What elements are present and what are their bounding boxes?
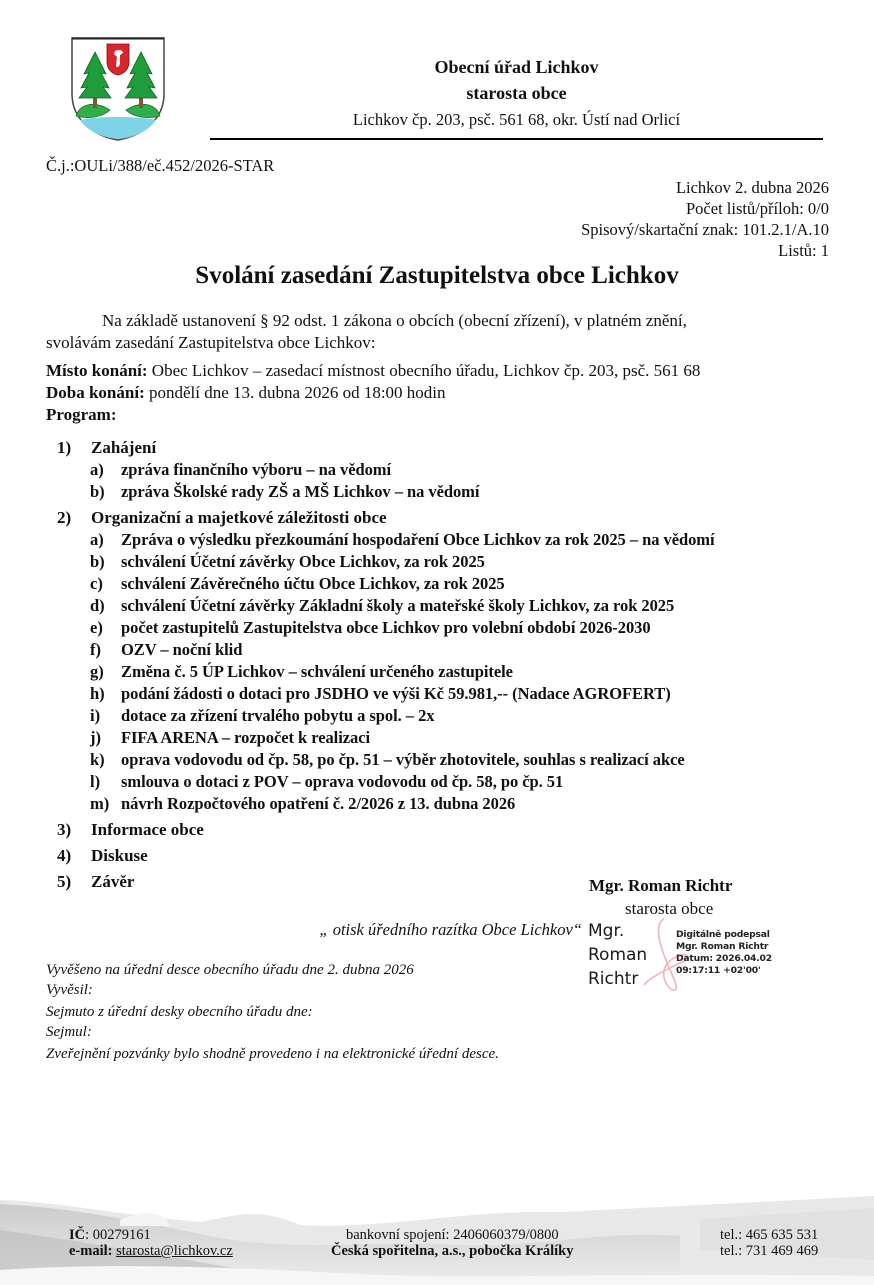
program-subitem-text: OZV – noční klid — [121, 640, 243, 659]
sheets-count: Listů: 1 — [778, 241, 829, 260]
program-subitem-letter: a) — [90, 530, 104, 549]
office-name: Obecní úřad Lichkov — [434, 57, 599, 77]
program-subitem-text: dotace za zřízení trvalého pobytu a spol. – 2x — [121, 706, 435, 725]
program-item-number: 3) — [57, 820, 72, 839]
program-subitem — [90, 728, 371, 748]
removed-note: Sejmuto z úřední desky obecního úřadu dne: — [46, 1004, 313, 1020]
program-subitem — [90, 684, 671, 704]
office-address: Lichkov čp. 203, psč. 561 68, okr. Ústí nad Orlicí — [352, 110, 681, 129]
program-item — [57, 846, 148, 866]
program-subitem-letter: k) — [90, 750, 105, 769]
program-subitem — [90, 662, 513, 682]
program-subitem-text: počet zastupitelů Zastupitelstva obce Lichkov pro volební období 2026-2030 — [121, 618, 651, 637]
program-subitem-letter: m) — [90, 794, 110, 813]
program-item-number: 1) — [57, 438, 72, 457]
program-subitem — [90, 772, 564, 792]
meeting-place — [46, 361, 700, 381]
footer-tel-2: tel.: 731 469 469 — [720, 1243, 819, 1259]
program-subitem-text: zpráva Školské rady ZŠ a MŠ Lichkov – na vědomí — [121, 482, 480, 501]
program-subitem-letter: h) — [90, 684, 105, 703]
program-subitem — [90, 530, 715, 550]
program-subitem-letter: c) — [90, 574, 103, 593]
posted-note: Vyvěšeno na úřední desce obecního úřadu dne 2. dubna 2026 — [46, 962, 414, 978]
program-subitem-text: FIFA ARENA – rozpočet k realizaci — [121, 728, 371, 747]
electronic-board-note: Zveřejnění pozvánky bylo shodně provedeno i na elektronické úřední desce. — [46, 1046, 499, 1062]
meeting-time — [46, 383, 446, 403]
program-subitem-letter: b) — [90, 482, 105, 501]
reference-number: Č.j.:OULi/388/eč.452/2026-STAR — [46, 156, 275, 175]
program-item — [57, 508, 387, 528]
posted-by: Vyvěsil: — [46, 982, 93, 998]
meeting-place-label: Místo konání: — [46, 361, 148, 380]
file-mark: Spisový/skartační znak: 101.2.1/A.10 — [581, 220, 829, 239]
program-item — [57, 872, 135, 892]
footer-bank-name: Česká spořitelna, a.s., pobočka Králíky — [331, 1243, 574, 1259]
program-heading: Program: — [46, 405, 117, 424]
program-subitem-letter: b) — [90, 552, 105, 571]
program-subitem — [90, 552, 485, 572]
program-subitem — [90, 460, 392, 480]
program-subitem — [90, 574, 505, 594]
digital-signature-note: Digitálně podepsal — [676, 929, 770, 940]
footer-tel-1: tel.: 465 635 531 — [720, 1227, 819, 1243]
footer-ic-value: : 00279161 — [85, 1227, 151, 1243]
program-subitem-text: Zpráva o výsledku přezkoumání hospodaření Obce Lichkov za rok 2025 – na vědomí — [121, 530, 715, 549]
attachments-count: Počet listů/příloh: 0/0 — [686, 199, 829, 218]
meeting-place-value: Obec Lichkov – zasedací místnost obecního úřadu, Lichkov čp. 203, psč. 561 68 — [147, 361, 701, 380]
footer-ic-label: IČ — [69, 1227, 86, 1243]
program-item-text: Organizační a majetkové záležitosti obce — [91, 508, 387, 527]
intro-line-1: Na základě ustanovení § 92 odst. 1 zákona o obcích (obecní zřízení), v platném znění, — [102, 311, 687, 330]
program-subitem-text: oprava vodovodu od čp. 58, po čp. 51 – výběr zhotovitele, souhlas s realizací akce — [121, 750, 685, 769]
digital-signature-first: Mgr. — [588, 921, 625, 941]
program-subitem-text: zpráva finančního výboru – na vědomí — [121, 460, 392, 479]
program-item-number: 4) — [57, 846, 72, 865]
digital-signature-middle: Roman — [588, 945, 648, 965]
digital-signature-time: 09:17:11 +02'00' — [676, 965, 761, 976]
program-subitem-text: podání žádosti o dotaci pro JSDHO ve výši Kč 59.981,-- (Nadace AGROFERT) — [121, 684, 671, 703]
program-subitem-letter: f) — [90, 640, 101, 659]
program-subitem-letter: e) — [90, 618, 103, 637]
program-subitem — [90, 618, 651, 638]
header-divider — [210, 138, 823, 140]
footer-ic — [69, 1227, 151, 1244]
program-subitem-text: smlouva o dotaci z POV – oprava vodovodu od čp. 58, po čp. 51 — [121, 772, 564, 791]
program-subitem-letter: g) — [90, 662, 104, 681]
program-subitem-letter: a) — [90, 460, 104, 479]
program-subitem-letter: j) — [90, 728, 101, 747]
program-subitem — [90, 596, 675, 616]
program-subitem-text: schválení Účetní závěrky Základní školy a mateřské školy Lichkov, za rok 2025 — [121, 596, 675, 615]
program-item-text: Závěr — [91, 872, 135, 891]
program-subitem — [90, 750, 685, 770]
footer-email-label: e-mail: — [69, 1243, 113, 1259]
program-item — [57, 438, 157, 458]
program-item-text: Informace obce — [91, 820, 204, 839]
program-subitem-letter: d) — [90, 596, 105, 615]
program-subitem — [90, 706, 435, 726]
program-subitem-text: schválení Účetní závěrky Obce Lichkov, za rok 2025 — [121, 552, 485, 571]
program-subitem-letter: i) — [90, 706, 101, 725]
signatory-role: starosta obce — [625, 899, 714, 918]
program-subitem-letter: l) — [90, 772, 101, 791]
meeting-time-value: pondělí dne 13. dubna 2026 od 18:00 hodin — [144, 383, 446, 402]
meeting-time-label: Doba konání: — [46, 383, 145, 402]
stamp-placeholder: „ otisk úředního razítka Obce Lichkov“ — [319, 920, 582, 939]
footer-email-link[interactable]: starosta@lichkov.cz — [116, 1243, 233, 1259]
program-subitem-text: návrh Rozpočtového opatření č. 2/2026 z 13. dubna 2026 — [121, 794, 516, 813]
program-subitem — [90, 640, 243, 660]
digital-signature-date: Datum: 2026.04.02 — [676, 953, 772, 964]
document-title: Svolání zasedání Zastupitelstva obce Lichkov — [195, 262, 679, 289]
program-item-text: Diskuse — [91, 846, 148, 865]
program-item-text: Zahájení — [91, 438, 157, 457]
program-subitem-text: schválení Závěrečného účtu Obce Lichkov, za rok 2025 — [121, 574, 505, 593]
program-subitem — [90, 482, 480, 502]
digital-signature-last: Richtr — [588, 969, 639, 989]
digital-signature-signer: Mgr. Roman Richtr — [676, 941, 769, 952]
footer-email — [69, 1243, 233, 1260]
office-role: starosta obce — [466, 83, 567, 103]
program-item-number: 5) — [57, 872, 72, 891]
footer-bank-account: bankovní spojení: 2406060379/0800 — [346, 1227, 559, 1243]
document-date: Lichkov 2. dubna 2026 — [675, 178, 829, 197]
program-subitem — [90, 794, 516, 814]
program-subitem-text: Změna č. 5 ÚP Lichkov – schválení určeného zastupitele — [121, 662, 513, 681]
signatory-name: Mgr. Roman Richtr — [589, 876, 733, 895]
removed-by: Sejmul: — [46, 1024, 92, 1040]
intro-line-2: svolávám zasedání Zastupitelstva obce Lichkov: — [46, 333, 376, 352]
program-item-number: 2) — [57, 508, 72, 527]
municipal-crest-logo — [70, 36, 166, 142]
program-item — [57, 820, 204, 840]
